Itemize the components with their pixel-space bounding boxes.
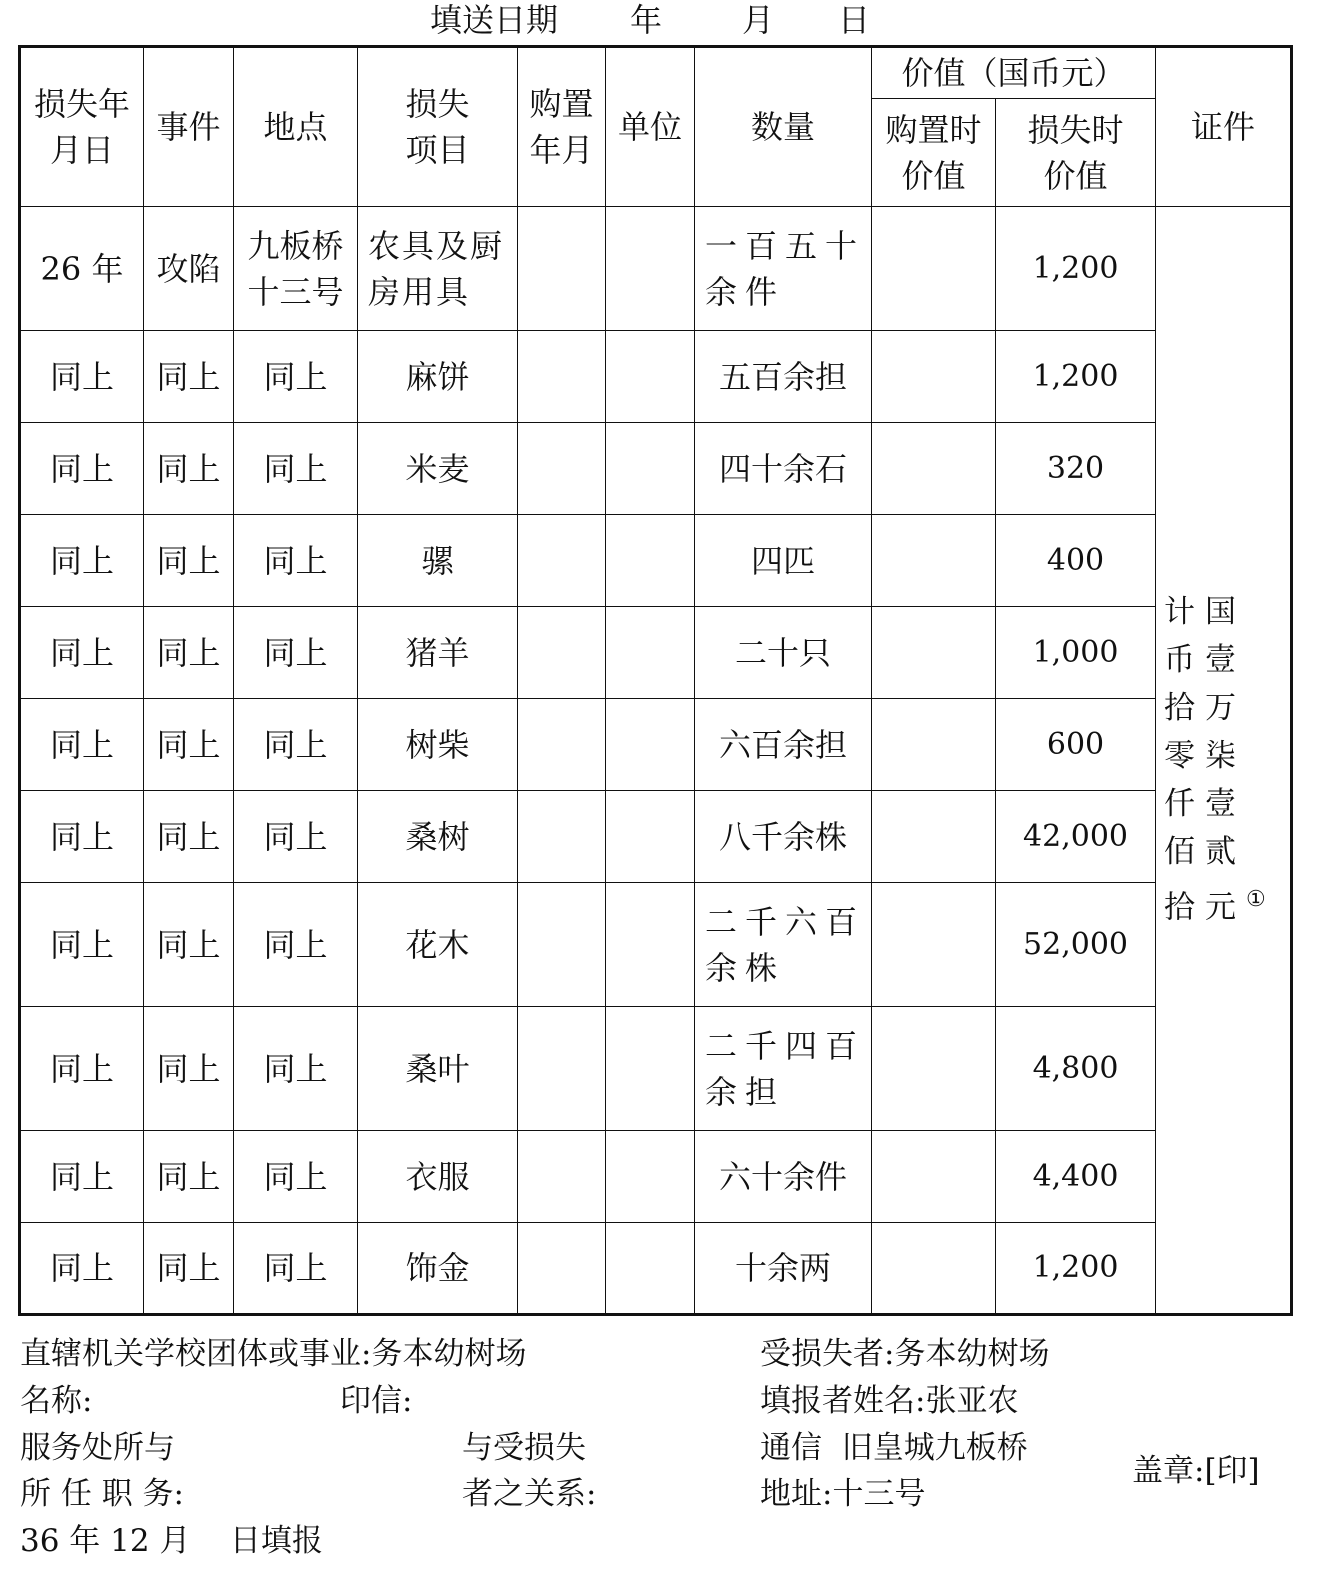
cell-purchase-date	[518, 1131, 606, 1223]
cell-quantity: 六十余件	[695, 1131, 872, 1223]
cell-event: 同上	[144, 515, 234, 607]
cell-purchase-value	[872, 1007, 996, 1131]
header-quantity: 数量	[695, 47, 872, 207]
footer-service-label-1: 服务处所与	[20, 1430, 175, 1466]
header-place: 地点	[234, 47, 358, 207]
footer-seal-label: 印信:	[340, 1383, 413, 1419]
cell-purchase-date	[518, 1223, 606, 1315]
cell-date: 26 年	[20, 207, 144, 331]
header-purchase-date: 购置年月	[518, 47, 606, 207]
cell-place: 同上	[234, 1131, 358, 1223]
fill-date-label: 填送日期	[430, 1, 559, 39]
cell-loss-value: 1,000	[996, 607, 1156, 699]
footnote-marker: ①	[1246, 887, 1266, 913]
cell-place: 同上	[234, 1223, 358, 1315]
cell-purchase-date	[518, 515, 606, 607]
header-value-at-purchase: 购置时价值	[872, 99, 996, 207]
cell-item: 衣服	[358, 1131, 518, 1223]
header-certificate: 证件	[1156, 47, 1292, 207]
cell-date: 同上	[20, 423, 144, 515]
cell-purchase-value	[872, 791, 996, 883]
cell-place: 同上	[234, 1007, 358, 1131]
cell-date: 同上	[20, 1131, 144, 1223]
table-row	[20, 1131, 1292, 1223]
cell-place: 九板桥十三号	[234, 207, 358, 331]
cell-event: 同上	[144, 883, 234, 1007]
cell-loss-value: 600	[996, 699, 1156, 791]
cell-place: 同上	[234, 515, 358, 607]
cell-item: 麻饼	[358, 331, 518, 423]
cell-date: 同上	[20, 1007, 144, 1131]
cell-item: 桑叶	[358, 1007, 518, 1131]
fill-date-day: 日	[838, 1, 871, 39]
cell-item: 花木	[358, 883, 518, 1007]
cell-place: 同上	[234, 423, 358, 515]
cell-date: 同上	[20, 515, 144, 607]
table-row	[20, 331, 1292, 423]
cell-purchase-value	[872, 699, 996, 791]
cell-purchase-value	[872, 207, 996, 331]
cell-item: 农具及厨房用具	[358, 207, 518, 331]
cell-quantity: 五百余担	[695, 331, 872, 423]
certificate-note	[1156, 207, 1292, 1315]
cell-unit	[606, 515, 695, 607]
cell-purchase-value	[872, 607, 996, 699]
cell-item: 米麦	[358, 423, 518, 515]
cell-unit	[606, 699, 695, 791]
header-loss-item: 损失项目	[358, 47, 518, 207]
fill-date-line	[430, 0, 870, 40]
cell-loss-value: 4,400	[996, 1131, 1156, 1223]
header-value-at-loss: 损失时价值	[996, 99, 1156, 207]
cell-place: 同上	[234, 791, 358, 883]
cell-event: 同上	[144, 331, 234, 423]
cell-quantity: 四十余石	[695, 423, 872, 515]
cell-event: 同上	[144, 607, 234, 699]
footer-report-date: 36 年 12 月 日填报	[20, 1523, 323, 1559]
cell-event: 攻陷	[144, 207, 234, 331]
footer-victim-label: 受损失者:务本幼树场	[760, 1336, 1050, 1372]
cell-loss-value: 1,200	[996, 331, 1156, 423]
cell-event: 同上	[144, 699, 234, 791]
cell-unit	[606, 1131, 695, 1223]
footer-relation-label-1: 与受损失	[462, 1430, 586, 1466]
footer-relation-label-2: 者之关系:	[462, 1476, 597, 1512]
cell-quantity: 六百余担	[695, 699, 872, 791]
cell-quantity: 一百五十余件	[695, 207, 872, 331]
footer-org-label-1: 直辖机关学校团体或事业:务本幼树场	[20, 1336, 527, 1372]
footer-stamp-label: 盖章:[印]	[1132, 1453, 1260, 1489]
cell-purchase-date	[518, 423, 606, 515]
cell-place: 同上	[234, 699, 358, 791]
cell-unit	[606, 423, 695, 515]
cell-event: 同上	[144, 423, 234, 515]
cell-place: 同上	[234, 607, 358, 699]
loss-table	[18, 45, 1293, 1316]
cell-date: 同上	[20, 1223, 144, 1315]
cell-purchase-date	[518, 607, 606, 699]
table-row	[20, 1223, 1292, 1315]
cell-loss-value: 1,200	[996, 207, 1156, 331]
cell-date: 同上	[20, 791, 144, 883]
cell-unit	[606, 607, 695, 699]
cell-loss-value: 4,800	[996, 1007, 1156, 1131]
cell-quantity: 二十只	[695, 607, 872, 699]
header-loss-date: 损失年月日	[20, 47, 144, 207]
cell-purchase-date	[518, 883, 606, 1007]
cell-unit	[606, 331, 695, 423]
cell-event: 同上	[144, 1131, 234, 1223]
cell-place: 同上	[234, 883, 358, 1007]
cell-event: 同上	[144, 1223, 234, 1315]
cell-loss-value: 400	[996, 515, 1156, 607]
table-row	[20, 607, 1292, 699]
cell-date: 同上	[20, 699, 144, 791]
cell-quantity: 八千余株	[695, 791, 872, 883]
cell-quantity: 二千六百余株	[695, 883, 872, 1007]
cell-date: 同上	[20, 883, 144, 1007]
header-event: 事件	[144, 47, 234, 207]
cell-item: 树柴	[358, 699, 518, 791]
cell-purchase-value	[872, 1223, 996, 1315]
cell-date: 同上	[20, 331, 144, 423]
cell-purchase-date	[518, 1007, 606, 1131]
cell-event: 同上	[144, 1007, 234, 1131]
cell-quantity: 十余两	[695, 1223, 872, 1315]
cell-place: 同上	[234, 331, 358, 423]
cell-loss-value: 1,200	[996, 1223, 1156, 1315]
certificate-text: 计国币壹拾万零柒仟壹佰贰拾元	[1164, 594, 1247, 926]
cell-quantity: 二千四百余担	[695, 1007, 872, 1131]
header-value-group: 价值（国币元）	[872, 47, 1156, 99]
fill-date-month: 月	[742, 1, 775, 39]
cell-loss-value: 42,000	[996, 791, 1156, 883]
cell-event: 同上	[144, 791, 234, 883]
table-row	[20, 699, 1292, 791]
table-row	[20, 207, 1292, 331]
footer-service-label-2: 所 任 职 务:	[20, 1476, 185, 1512]
cell-unit	[606, 1223, 695, 1315]
footer-address-label-1: 通信 旧皇城九板桥	[760, 1430, 1028, 1466]
cell-item: 饰金	[358, 1223, 518, 1315]
cell-unit	[606, 207, 695, 331]
table-row	[20, 791, 1292, 883]
cell-loss-value: 52,000	[996, 883, 1156, 1007]
footer-reporter-label: 填报者姓名:张亚农	[760, 1383, 1019, 1419]
table-row	[20, 423, 1292, 515]
cell-date: 同上	[20, 607, 144, 699]
cell-unit	[606, 883, 695, 1007]
cell-purchase-date	[518, 207, 606, 331]
cell-unit	[606, 1007, 695, 1131]
cell-purchase-date	[518, 699, 606, 791]
cell-quantity: 四匹	[695, 515, 872, 607]
cell-purchase-value	[872, 423, 996, 515]
footer-org-label-2: 名称:	[20, 1383, 93, 1419]
cell-purchase-date	[518, 791, 606, 883]
cell-unit	[606, 791, 695, 883]
cell-purchase-value	[872, 1131, 996, 1223]
table-row	[20, 1007, 1292, 1131]
table-row	[20, 515, 1292, 607]
cell-item: 猪羊	[358, 607, 518, 699]
cell-loss-value: 320	[996, 423, 1156, 515]
footer-address-label-2: 地址:十三号	[760, 1476, 926, 1512]
cell-purchase-date	[518, 331, 606, 423]
table-row	[20, 883, 1292, 1007]
cell-purchase-value	[872, 515, 996, 607]
cell-purchase-value	[872, 331, 996, 423]
fill-date-year: 年	[630, 1, 663, 39]
header-unit: 单位	[606, 47, 695, 207]
cell-item: 桑树	[358, 791, 518, 883]
cell-item: 骡	[358, 515, 518, 607]
cell-purchase-value	[872, 883, 996, 1007]
